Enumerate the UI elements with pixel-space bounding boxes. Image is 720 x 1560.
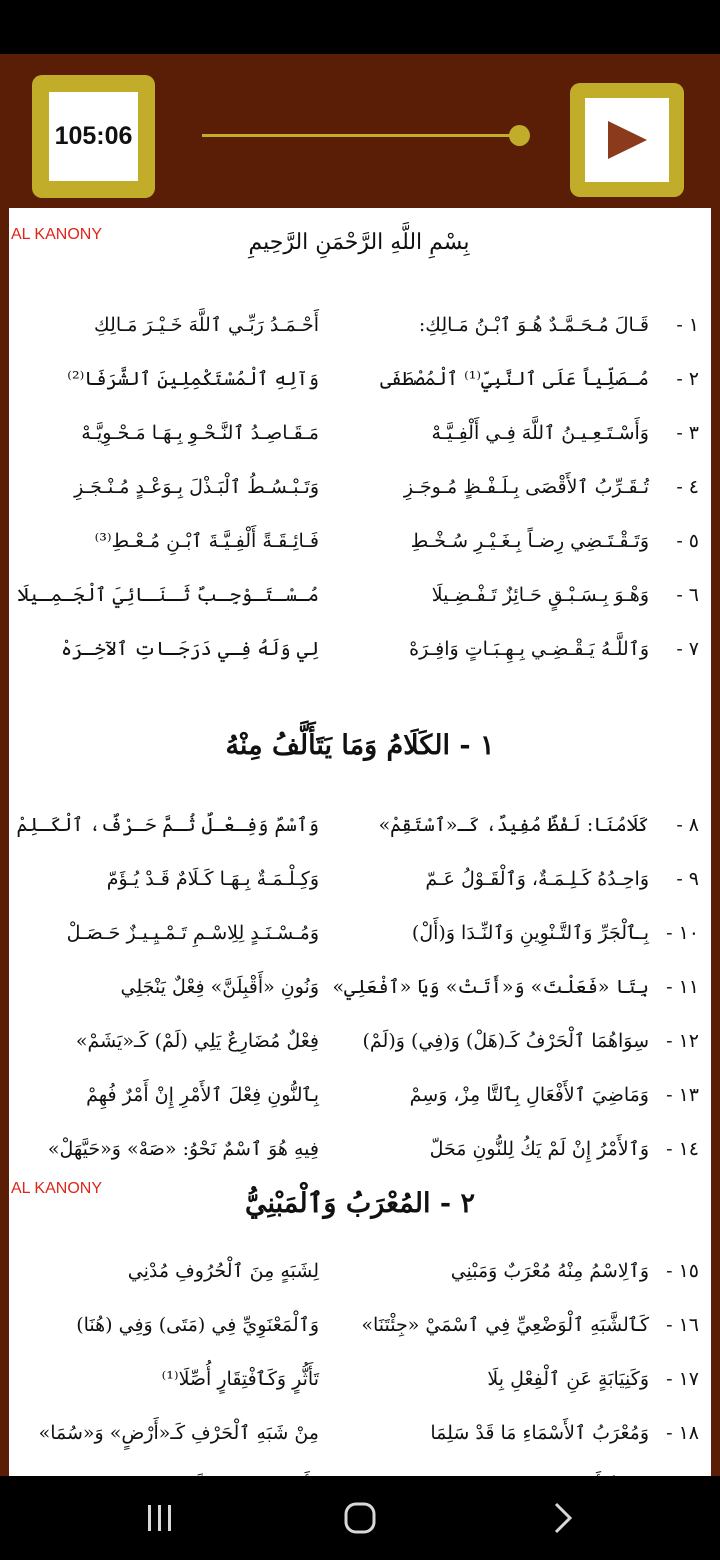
verse-second-hemistich: وَٱسْمٌ وَفِـعْـلٌ ثُـمَّ حَـرْفٌ، ٱلْكَـلِمْ bbox=[16, 814, 319, 836]
verse-second-hemistich: مُـسْـتَـوْجِـبٌ ثَـنَـائِيَ ٱلْجَـمِـيلَا bbox=[17, 584, 319, 606]
verse-number: ١٥ - bbox=[666, 1260, 699, 1282]
watermark: AL KANONY bbox=[11, 1180, 102, 1197]
verse-second-hemistich: بِٱلنُّونِ فِعْلَ ٱلأَمْرِ إِنْ أَمْرٌ فُهِمْ bbox=[86, 1084, 319, 1106]
verse-number: ١ - bbox=[676, 314, 699, 336]
verse-number: ٢ - bbox=[676, 368, 699, 390]
play-button[interactable] bbox=[570, 83, 684, 197]
verse-second-hemistich: فَـائِـقَـةً أَلْفِـيَّـةَ ٱبْـنِ مُـعْـطِ⁽³⁾ bbox=[94, 530, 319, 552]
verse-row bbox=[9, 530, 711, 574]
verse-second-hemistich: أَحْـمَـدُ رَبِّـي ٱللَّهَ خَـيْـرَ مَـالِكِ bbox=[94, 314, 319, 336]
verse-second-hemistich: فِيهِ هُوَ ٱسْمٌ نَحْوُ: «صَهْ» وَ«حَيَّهَلْ» bbox=[47, 1138, 319, 1160]
verse-row bbox=[9, 1030, 711, 1074]
verse-number: ٨ - bbox=[676, 814, 699, 836]
verse-first-hemistich: مُـصَلِّياً عَلَى ٱلنَّبِيِّ⁽¹⁾ ٱلْمُصْطَفَى bbox=[380, 368, 649, 390]
verse-first-hemistich: بِـٱلْجَرِّ وَٱلتَّـنْوِينِ وَٱلنِّـدَا وَ(أَلْ) bbox=[411, 922, 649, 944]
verse-first-hemistich: تُـقَـرِّبُ ٱلأَقْصَى بِـلَـفْـظٍ مُـوجَـزِ bbox=[403, 476, 649, 498]
verse-row bbox=[9, 1368, 711, 1412]
verse-number: ١٤ - bbox=[666, 1138, 699, 1160]
verse-number: ١٠ - bbox=[666, 922, 699, 944]
verse-second-hemistich: مِنْ شَبَهِ ٱلْحَرْفِ كَـ«أَرْضٍ» وَ«سُمَا» bbox=[38, 1422, 319, 1444]
verse-first-hemistich: وَكَنِيَابَةٍ عَنِ ٱلْفِعْلِ بِلَا bbox=[487, 1368, 649, 1390]
verse-second-hemistich: وَآلِهِ ٱلْمُسْتَكْمِلِينَ ٱلشَّرَفَا⁽²⁾ bbox=[67, 368, 319, 390]
verse-row bbox=[9, 1138, 711, 1182]
back-button[interactable] bbox=[532, 1498, 592, 1538]
verse-second-hemistich: وَمُـسْـنَـدٍ لِلِاسْـمِ تَـمْـيِـيـزٌ حَـصَـلْ bbox=[66, 922, 319, 944]
audio-player-bar bbox=[0, 54, 720, 208]
verse-second-hemistich: لِي وَلَهُ فِـي دَرَجَـاتِ ٱلآخِـرَهْ bbox=[61, 638, 319, 660]
verse-first-hemistich: كَٱلشَّبَهِ ٱلْوَضْعِيِّ فِي ٱسْمَيْ «جِئْتَنَا» bbox=[361, 1314, 649, 1336]
verse-second-hemistich: وَكِـلْـمَـةٌ بِـهَـا كَـلَامٌ قَـدْ يُـؤَمّ bbox=[106, 868, 319, 890]
recents-icon bbox=[144, 1503, 176, 1533]
book-page bbox=[9, 208, 711, 1476]
verse-first-hemistich: وَٱللَّـهُ يَـقْـضِـي بِـهِـبَـاتٍ وَافِـرَهْ bbox=[409, 638, 649, 660]
verse-number: ٩ - bbox=[676, 868, 699, 890]
verse-number: ٣ - bbox=[676, 422, 699, 444]
verse-second-hemistich: تَأَثُّرٍ وَكَٱفْتِقَارٍ أُصِّلَا⁽¹⁾ bbox=[161, 1368, 319, 1390]
status-bar bbox=[0, 0, 720, 54]
verse-number: ١٧ - bbox=[666, 1368, 699, 1390]
verse-first-hemistich: وَأَسْـتَـعِـيـنُ ٱللَّهَ فِـي أَلْفِـيَّـهْ bbox=[431, 422, 649, 444]
home-button[interactable] bbox=[330, 1498, 390, 1538]
verse-row bbox=[9, 868, 711, 912]
verse-number: ١١ - bbox=[666, 976, 699, 998]
verse-row bbox=[9, 1422, 711, 1466]
recents-button[interactable] bbox=[130, 1498, 190, 1538]
verse-first-hemistich: سِوَاهُمَا ٱلْحَرْفُ كَـ(هَلْ) وَ(فِي) وَ(لَمْ) bbox=[362, 1030, 649, 1052]
verse-first-hemistich: وَمُعْرَبُ ٱلأَسْمَاءِ مَا قَدْ سَلِمَا bbox=[430, 1422, 649, 1444]
verse-row bbox=[9, 476, 711, 520]
verse-second-hemistich: فِعْلٌ مُضَارِعٌ يَلِي (لَمْ) كَـ«يَشَمْ» bbox=[75, 1030, 319, 1052]
verse-first-hemistich: وَٱلأَمْرُ إِنْ لَمْ يَكُ لِلنُّونِ مَحَلّ bbox=[429, 1138, 649, 1160]
verse-number: ١٢ - bbox=[666, 1030, 699, 1052]
system-nav-bar bbox=[0, 1476, 720, 1560]
seek-progress bbox=[202, 134, 519, 137]
verse-number: ٥ - bbox=[676, 530, 699, 552]
verse-first-hemistich: وَٱلِاسْمُ مِنْهُ مُعْرَبٌ وَمَبْنِي bbox=[450, 1260, 649, 1282]
verse-second-hemistich: مَـقَـاصِـدُ ٱلنَّـحْـوِ بِـهَـا مَـحْـوِيَّـهْ bbox=[81, 422, 319, 444]
home-icon bbox=[343, 1501, 377, 1535]
verse-number: ١٨ - bbox=[666, 1422, 699, 1444]
verse-second-hemistich: وَٱلْمَعْنَوِيِّ فِي (مَتَى) وَفِي (هُنَا) bbox=[76, 1314, 319, 1336]
section-title-1: ١ - الكَلَامُ وَمَا يَتَأَلَّفُ مِنْهُ bbox=[225, 730, 495, 761]
verse-second-hemistich: وَنُونِ «أَقْبِلَنَّ» فِعْلٌ يَنْجَلِي bbox=[120, 976, 319, 998]
verse-number: ١٣ - bbox=[666, 1084, 699, 1106]
verse-row bbox=[9, 1084, 711, 1128]
verse-first-hemistich: وَمَاضِيَ ٱلأَفْعَالِ بِٱلتَّا مِزْ، وَسِمْ bbox=[409, 1084, 649, 1106]
verse-first-hemistich: بِتَا «فَعَلْتَ» وَ«أَتَتْ» وَيَا «ٱفْعَلِي» bbox=[332, 976, 649, 998]
verse-number: ٤ - bbox=[676, 476, 699, 498]
watermark: AL KANONY bbox=[11, 226, 102, 243]
verse-row bbox=[9, 314, 711, 358]
verse-second-hemistich: وَتَـبْـسُـطُ ٱلْبَـذْلَ بِـوَعْـدٍ مُـنْـجَـزِ bbox=[74, 476, 319, 498]
verse-row bbox=[9, 422, 711, 466]
verse-first-hemistich: وَاحِـدُهُ كَـلِـمَـةٌ، وَٱلْقَـوْلُ عَـمّ bbox=[425, 868, 649, 890]
verse-first-hemistich: وَهْـوَ بِـسَـبْـقٍ حَـائِزٌ تَـفْـضِـيلَا bbox=[431, 584, 649, 606]
verse-first-hemistich: وَتَـقْـتَـضِي رِضـاً بِـغَـيْـرِ سُـخْـطِ bbox=[410, 530, 649, 552]
seek-thumb[interactable] bbox=[509, 125, 530, 146]
verse-row bbox=[9, 584, 711, 628]
verse-row bbox=[9, 638, 711, 682]
verse-number: ٧ - bbox=[676, 638, 699, 660]
verse-row bbox=[9, 1260, 711, 1304]
verse-row bbox=[9, 922, 711, 966]
verse-row bbox=[9, 368, 711, 412]
verse-row bbox=[9, 1314, 711, 1358]
verse-second-hemistich: لِشَبَهٍ مِنَ ٱلْحُرُوفِ مُدْنِي bbox=[127, 1260, 319, 1282]
play-icon bbox=[605, 118, 649, 162]
elapsed-time: 105:06 bbox=[49, 92, 138, 181]
verse-number: ١٦ - bbox=[666, 1314, 699, 1336]
verse-number: ٦ - bbox=[676, 584, 699, 606]
verse-first-hemistich: كَلَامُنَا: لَفْظٌ مُفِيدٌ، كَـ«ٱسْتَقِمْ» bbox=[378, 814, 649, 836]
verse-first-hemistich: قَـالَ مُـحَـمَّـدٌ هُـوَ ٱبْـنُ مَـالِكِ: bbox=[418, 314, 649, 336]
basmala: بِسْمِ اللَّهِ الرَّحْمَنِ الرَّحِيمِ bbox=[248, 230, 470, 255]
section-title-2: ٢ - المُعْرَبُ وَٱلْمَبْنِيُّ bbox=[244, 1188, 476, 1219]
verse-row bbox=[9, 814, 711, 858]
verse-row bbox=[9, 976, 711, 1020]
back-icon bbox=[550, 1501, 574, 1535]
elapsed-time-box bbox=[32, 75, 155, 198]
